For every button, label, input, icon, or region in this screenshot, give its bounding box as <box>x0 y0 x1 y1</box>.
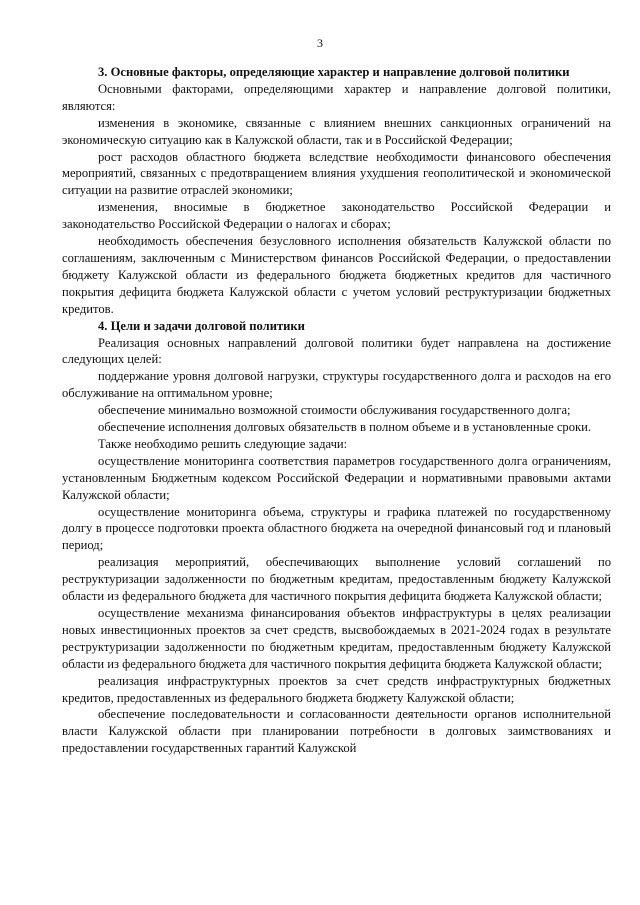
body-paragraph: обеспечение минимально возможной стоимости обслуживания государственного долга; <box>98 403 571 418</box>
body-paragraph: осуществление мониторинга соответствия параметров государственного долга ограничениям, установленным Бюджетным кодексом Российской Федерации и нормативными правовыми актами Калужской области; <box>62 453 611 502</box>
body-paragraph: реализация инфраструктурных проектов за счет средств инфраструктурных бюджетных кредитов, предоставленных из федерального бюджета бюджету Калужской области; <box>62 673 611 705</box>
body-paragraph: изменения, вносимые в бюджетное законодательство Российской Федерации и законодательство Российской Федерации о налогах и сборах; <box>62 200 611 232</box>
body-paragraph: рост расходов областного бюджета вследствие необходимости финансового обеспечения мероприятий, связанных с предотвращением влияния ухудшения геополитической и экономической ситуации на развитие отраслей экономики; <box>62 149 611 198</box>
document-body <box>62 64 611 757</box>
section-heading: 4. Цели и задачи долговой политики <box>98 318 305 333</box>
body-paragraph: необходимость обеспечения безусловного исполнения обязательств Калужской области по соглашениям, заключенным с Министерством финансов Российской Федерации, о предоставлении бюджету Калужской области из федерального бюджета бюджетных кредитов для частичного покрытия дефицита бюджета Калужской области с учетом условий реструктуризации бюджетных кредитов. <box>62 234 611 316</box>
body-paragraph: осуществление механизма финансирования объектов инфраструктуры в целях реализации новых инвестиционных проектов за счет средств, высвобождаемых в 2021-2024 годах в результате реструктуризации задолженности по бюджетным кредитам, предоставленным бюджету Калужской области из федерального бюджета для частичного покрытия дефицита бюджета Калужской области; <box>62 606 611 671</box>
body-paragraph: изменения в экономике, связанные с влиянием внешних санкционных ограничений на экономическую ситуацию как в Калужской области, так и в Российской Федерации; <box>62 115 611 147</box>
body-paragraph: поддержание уровня долговой нагрузки, структуры государственного долга и расходов на его обслуживание на оптимальном уровне; <box>62 369 611 401</box>
body-paragraph: Также необходимо решить следующие задачи: <box>98 436 348 451</box>
body-paragraph: осуществление мониторинга объема, структуры и графика платежей по государственному долгу в процессе подготовки проекта областного бюджета на очередной финансовый год и плановый период; <box>62 504 611 553</box>
body-paragraph: реализация мероприятий, обеспечивающих выполнение условий соглашений по реструктуризации задолженности по бюджетным кредитам, предоставленным бюджету Калужской области из федерального бюджета для частичного покрытия дефицита бюджета Калужской области; <box>62 555 611 604</box>
body-paragraph: Основными факторами, определяющими характер и направление долговой политики, являются: <box>62 81 611 113</box>
page-number: 3 <box>317 36 323 50</box>
body-paragraph: Реализация основных направлений долговой политики будет направлена на достижение следующих целей: <box>62 335 611 367</box>
body-paragraph: обеспечение последовательности и согласованности деятельности органов исполнительной власти Калужской области при планировании потребности в долговых заимствованиях и предоставлении государственных гарантий Калужской <box>62 707 611 756</box>
body-paragraph: обеспечение исполнения долговых обязательств в полном объеме и в установленные сроки. <box>98 420 592 435</box>
section-heading: 3. Основные факторы, определяющие характер и направление долговой политики <box>98 65 570 79</box>
